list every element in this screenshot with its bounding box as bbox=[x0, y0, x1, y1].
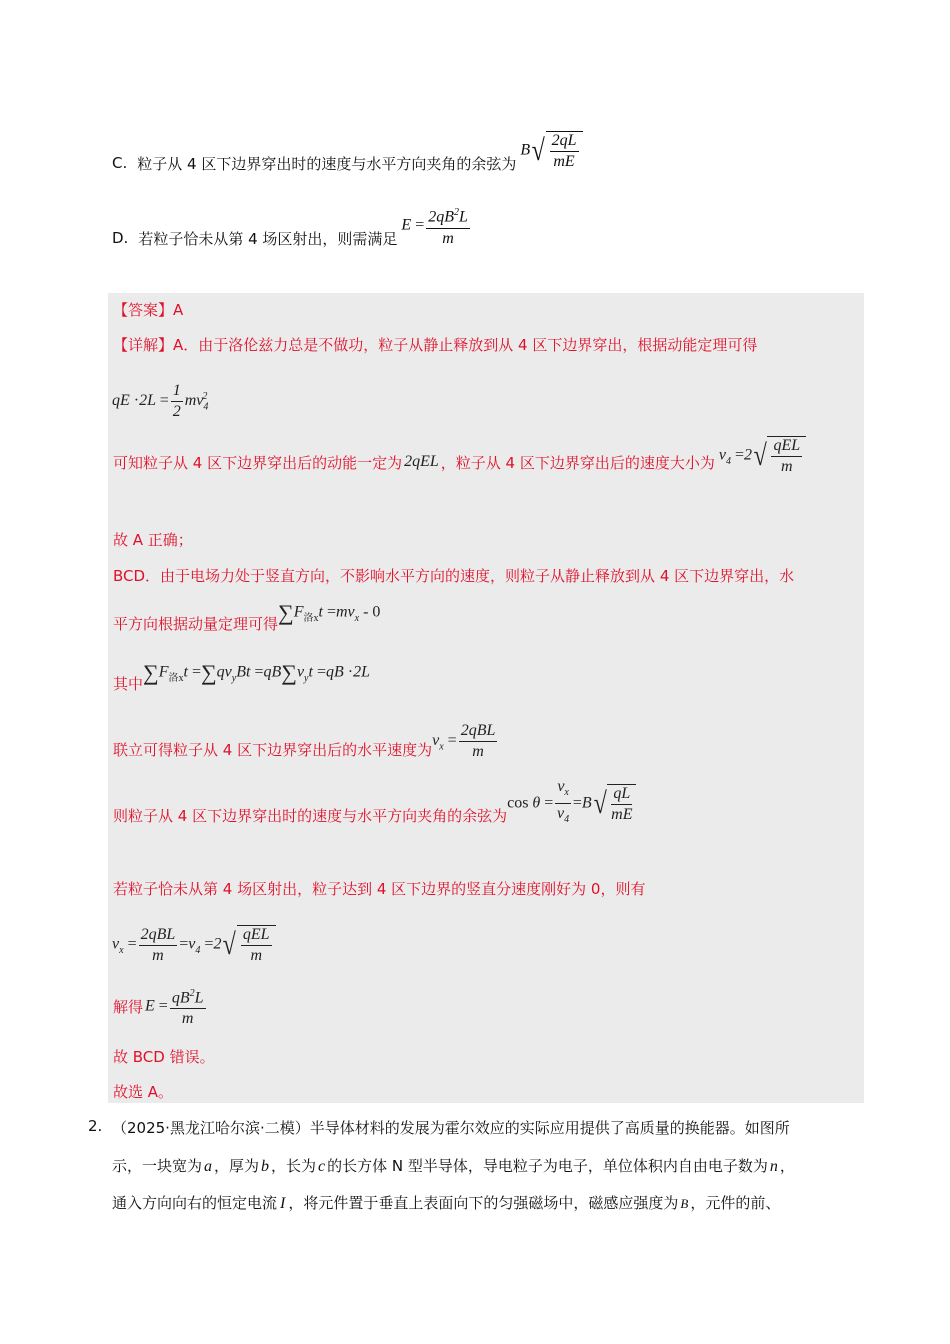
var-b: b bbox=[261, 1158, 270, 1175]
detail-text-10: 解得 bbox=[113, 998, 144, 1017]
detail-text-6: 其中 bbox=[113, 674, 144, 693]
detail-line-5 bbox=[113, 600, 381, 636]
q2-text-2a: 示，一块宽为 bbox=[112, 1157, 203, 1175]
formula-energy: qE ·2L = $\frac{1}{2}$ $mv_4^2$ bbox=[112, 382, 209, 420]
q2-text-3b: ，将元件置于垂直上表面向下的匀强磁场中，磁感应强度为 bbox=[288, 1194, 679, 1212]
q2-text-2d: 的长方体 N 型半导体，导电粒子为电子，单位体积内自由电子数为 bbox=[327, 1157, 768, 1175]
subscript-luo-2: 洛x bbox=[168, 672, 184, 684]
formula-condition: $v_x$ = $\frac{\text{2qBL}}{m}$ $=v_4 =2$ √ $\frac{\text{qEL}}{m}$ bbox=[112, 925, 276, 965]
detail-line-3: 故 A 正确； bbox=[113, 531, 193, 549]
subscript-luo-1: 洛x bbox=[303, 612, 319, 624]
var-I: I bbox=[280, 1195, 286, 1212]
question-2-line-3 bbox=[112, 1192, 780, 1213]
answer-label: 【答案】A bbox=[113, 301, 184, 319]
question-2-line-2 bbox=[112, 1155, 795, 1176]
option-c-letter: C. bbox=[112, 154, 128, 172]
detail-line-9: 若粒子恰未从第 4 场区射出，粒子达到 4 区下边界的竖直分速度刚好为 0，则有 bbox=[113, 880, 646, 898]
detail-text-2a: 可知粒子从 4 区下边界穿出后的动能一定为 bbox=[113, 453, 403, 472]
detail-line-12: 故选 A。 bbox=[113, 1083, 174, 1101]
option-c-formula: B √ $\frac{2qL}{mE}$ bbox=[520, 131, 582, 171]
q2-text-2e: ， bbox=[779, 1157, 795, 1175]
var-c: c bbox=[318, 1158, 326, 1175]
option-c bbox=[112, 128, 583, 198]
detail-line-1 bbox=[113, 334, 757, 355]
option-d-letter: D. bbox=[112, 229, 129, 247]
question-2-number: 2. bbox=[88, 1117, 103, 1135]
q2-text-3a: 通入方向向右的恒定电流 bbox=[112, 1194, 278, 1212]
detail-line-6 bbox=[113, 660, 370, 696]
formula-speed: $v_4 =2$ √ $\frac{\text{qEL}}{m}$ bbox=[719, 436, 806, 476]
detail-line-8 bbox=[113, 778, 636, 841]
q2-text-3c: ，元件的前、 bbox=[690, 1194, 781, 1212]
option-d-text: 若粒子恰未从第 4 场区射出，则需满足 bbox=[138, 229, 398, 248]
detail-line-10 bbox=[113, 985, 208, 1028]
formula-vx: $v_x$ = $\frac{\text{2qBL}}{m}$ bbox=[432, 722, 496, 760]
detail-text-5: 平方向根据动量定理可得 bbox=[113, 614, 279, 633]
detail-text-7: 联立可得粒子从 4 区下边界穿出后的水平速度为 bbox=[113, 741, 433, 759]
detail-line-4: BCD．由于电场力处于竖直方向，不影响水平方向的速度，则粒子从静止释放到从 4 区下边界穿出，水 bbox=[113, 567, 795, 585]
var-n: n bbox=[769, 1158, 778, 1175]
detail-line-11: 故 BCD 错误。 bbox=[113, 1048, 215, 1066]
formula-cos: cos θ = $\frac{v_x}{v_4}$ =B √ $\frac{qL}{mE}$ bbox=[507, 778, 636, 829]
detail-label: 【详解】 bbox=[113, 336, 174, 354]
option-d bbox=[112, 208, 472, 268]
question-2-line-1: （2025·黑龙江哈尔滨·二模）半导体材料的发展为霍尔效应的实际应用提供了高质量的换能器。如图所 bbox=[112, 1119, 790, 1137]
detail-line-7 bbox=[113, 722, 499, 769]
detail-text-8: 则粒子从 4 区下边界穿出时的速度与水平方向夹角的余弦为 bbox=[113, 807, 508, 826]
option-c-text: 粒子从 4 区下边界穿出时的速度与水平方向夹角的余弦为 bbox=[137, 154, 517, 173]
q2-text-2c: ，长为 bbox=[271, 1157, 317, 1175]
detail-text-1: A．由于洛伦兹力总是不做功，粒子从静止释放到从 4 区下边界穿出，根据动能定理可得 bbox=[173, 336, 758, 354]
detail-line-2 bbox=[113, 437, 806, 482]
option-d-formula: E = $\frac{2qB^2L}{m}$ bbox=[401, 204, 472, 247]
q2-text-2b: ，厚为 bbox=[214, 1157, 260, 1175]
var-B: B bbox=[680, 1196, 689, 1211]
formula-result: E = $\frac{qB^2L}{m}$ bbox=[145, 985, 208, 1028]
var-a: a bbox=[204, 1158, 213, 1175]
answer-panel bbox=[108, 293, 864, 1103]
formula-impulse: $\sum F_{洛x}t =\sum qv_yBt =qB\sum v_yt =qB \cdot 2L$ bbox=[143, 660, 370, 685]
formula-kinetic: 2qEL bbox=[404, 453, 439, 470]
formula-momentum: $\sum F_{洛x}t =mv_x - 0$ bbox=[278, 600, 381, 625]
detail-text-2b: ，粒子从 4 区下边界穿出后的速度大小为 bbox=[440, 453, 715, 472]
